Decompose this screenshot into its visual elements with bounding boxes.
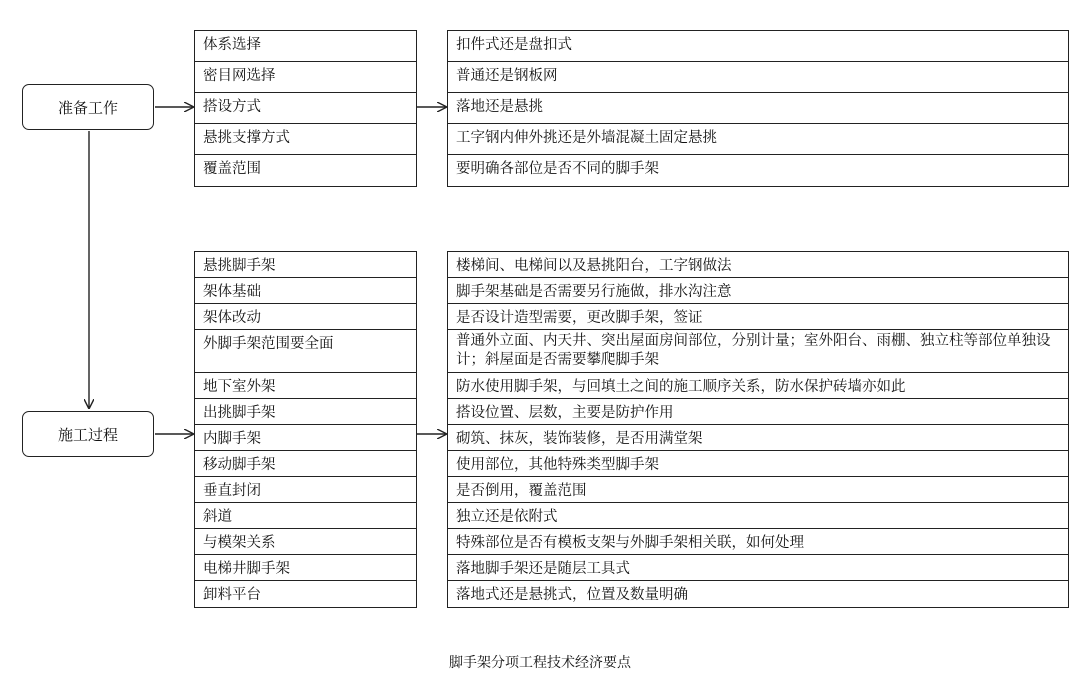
construction-item: 地下室外架 <box>195 373 416 399</box>
prep-item: 体系选择 <box>195 31 416 62</box>
construction-note: 特殊部位是否有模板支架与外脚手架相关联，如何处理 <box>448 529 1068 555</box>
construction-note: 落地式还是悬挑式，位置及数量明确 <box>456 587 688 603</box>
construction-item: 斜道 <box>195 503 416 529</box>
prep-note: 落地还是悬挑 <box>448 93 1068 124</box>
prep-item: 悬挑支撑方式 <box>195 124 416 155</box>
phase-box-preparation <box>22 84 154 130</box>
prep-items-column <box>194 30 417 187</box>
prep-note: 普通还是钢板网 <box>448 62 1068 93</box>
construction-item: 外脚手架范围要全面 <box>195 330 416 373</box>
construction-item: 移动脚手架 <box>195 451 416 477</box>
construction-note: 是否设计造型需要，更改脚手架，签证 <box>448 304 1068 330</box>
construction-note: 楼梯间、电梯间以及悬挑阳台，工字钢做法 <box>448 252 1068 278</box>
construction-item: 出挑脚手架 <box>195 399 416 425</box>
construction-item: 与模架关系 <box>195 529 416 555</box>
phase-box-construction <box>22 411 154 457</box>
prep-note: 工字钢内伸外挑还是外墙混凝土固定悬挑 <box>448 124 1068 155</box>
phase-label: 施工过程 <box>57 425 118 444</box>
construction-item: 电梯井脚手架 <box>195 555 416 581</box>
construction-item: 垂直封闭 <box>195 477 416 503</box>
prep-item: 覆盖范围 <box>203 161 261 177</box>
prep-item: 搭设方式 <box>195 93 416 124</box>
construction-items-column <box>194 251 417 608</box>
construction-item: 悬挑脚手架 <box>195 252 416 278</box>
construction-item: 内脚手架 <box>195 425 416 451</box>
construction-note: 砌筑、抹灰，装饰装修，是否用满堂架 <box>448 425 1068 451</box>
construction-item: 卸料平台 <box>203 587 261 603</box>
construction-note: 落地脚手架还是随层工具式 <box>448 555 1068 581</box>
construction-note: 防水使用脚手架，与回填土之间的施工顺序关系，防水保护砖墙亦如此 <box>448 373 1068 399</box>
construction-notes-column <box>447 251 1069 608</box>
phase-label: 准备工作 <box>57 98 118 117</box>
construction-note: 是否倒用，覆盖范围 <box>448 477 1068 503</box>
diagram-caption: 脚手架分项工程技术经济要点 <box>449 655 631 671</box>
construction-note: 搭设位置、层数，主要是防护作用 <box>448 399 1068 425</box>
construction-item: 架体改动 <box>195 304 416 330</box>
prep-item: 密目网选择 <box>195 62 416 93</box>
construction-note: 使用部位，其他特殊类型脚手架 <box>448 451 1068 477</box>
construction-note: 普通外立面、内天井、突出屋面房间部位，分别计量；室外阳台、雨棚、独立柱等部位单独设计；斜屋面是否需要攀爬脚手架 <box>448 330 1068 373</box>
prep-note: 扣件式还是盘扣式 <box>448 31 1068 62</box>
construction-note: 脚手架基础是否需要另行施做，排水沟注意 <box>448 278 1068 304</box>
prep-note: 要明确各部位是否不同的脚手架 <box>456 161 659 177</box>
construction-item: 架体基础 <box>195 278 416 304</box>
construction-note: 独立还是依附式 <box>448 503 1068 529</box>
prep-notes-column <box>447 30 1069 187</box>
